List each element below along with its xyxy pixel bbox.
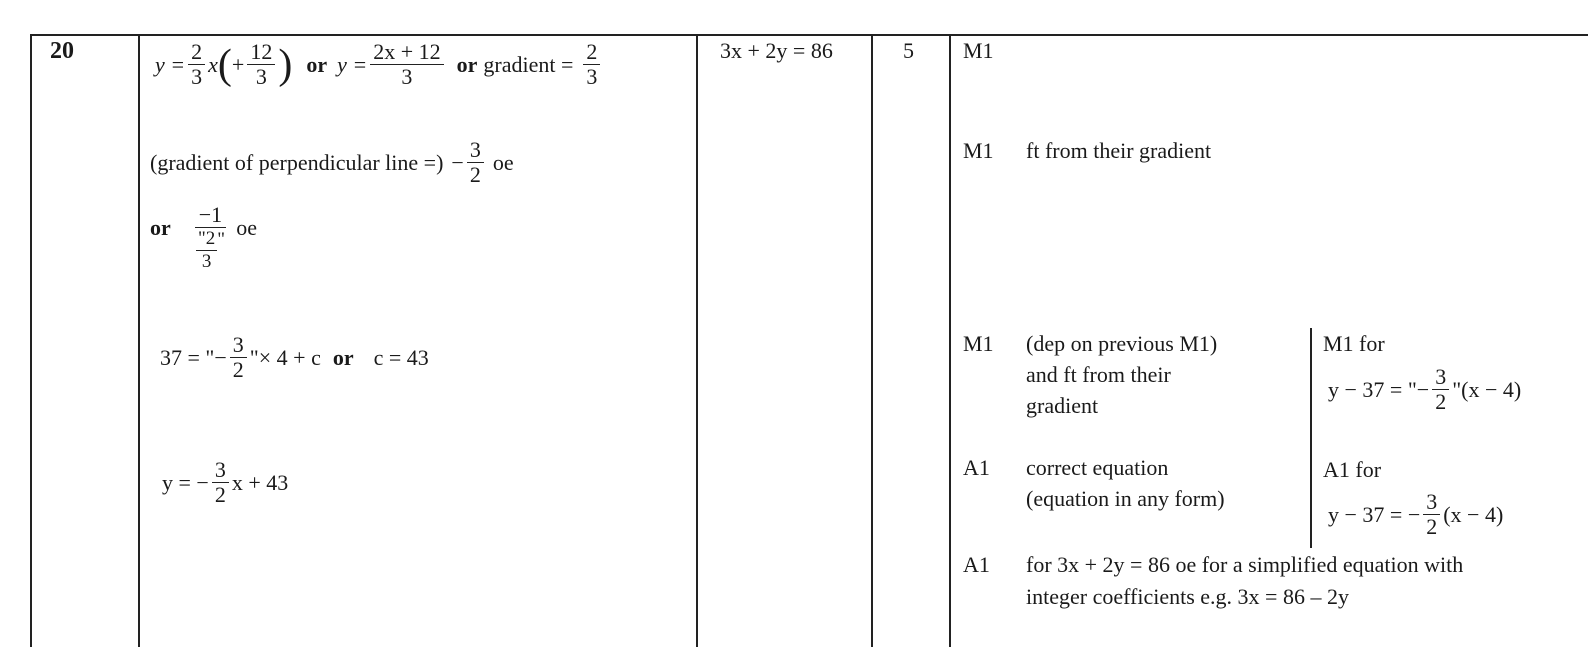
answer-text: 3x + 2y = 86 xyxy=(720,38,833,63)
marks-cell: 5 xyxy=(903,38,914,63)
notes-alt-divider xyxy=(1310,328,1312,548)
note-a1a-line1: correct equation xyxy=(1026,455,1169,480)
step3-or: or xyxy=(332,344,354,370)
note-m1a-mark: M1 xyxy=(963,38,994,63)
left-paren: ( xyxy=(217,41,232,88)
step2-frac xyxy=(467,138,484,187)
alt-den-den: 3 xyxy=(201,251,212,272)
frac-den: 2 xyxy=(1435,389,1447,414)
note-a1a-alt-eq xyxy=(1328,490,1503,539)
step1-or-1: or xyxy=(306,51,328,77)
alt-eq-lhs: y − 37 = "− xyxy=(1328,376,1430,402)
frac-den: 3 xyxy=(401,64,413,89)
alt-eq-rhs: (x − 4) xyxy=(1443,501,1504,527)
step1-frac-gradient xyxy=(583,40,600,89)
table-top-border xyxy=(30,34,1588,36)
frac-num: 3 xyxy=(1423,490,1440,515)
note-m1c-line1: (dep on previous M1) xyxy=(1026,331,1218,356)
table-left-border xyxy=(30,34,32,647)
working-step-2 xyxy=(150,138,514,187)
step1-y2: y = xyxy=(337,51,368,77)
working-step-1 xyxy=(155,40,603,89)
alt-frac-num: −1 xyxy=(195,203,226,228)
frac-num: 3 xyxy=(230,333,247,358)
note-a1b-mark: A1 xyxy=(963,552,990,577)
alt-eq-frac xyxy=(1423,490,1440,539)
frac-num: 3 xyxy=(467,138,484,163)
alt-eq-frac xyxy=(1432,365,1449,414)
step2-oe: oe xyxy=(492,149,514,175)
alt-eq-rhs: "(x − 4) xyxy=(1452,376,1522,402)
frac-den: 2 xyxy=(214,482,226,507)
step3-rhs: "× 4 + c xyxy=(249,344,321,370)
col-divider-4 xyxy=(949,34,951,647)
alt-frac-den xyxy=(196,228,225,273)
working-step-3 xyxy=(160,333,429,382)
step4-rhs: x + 43 xyxy=(231,469,289,495)
frac-den: 2 xyxy=(232,357,244,382)
col-divider-1 xyxy=(138,34,140,647)
note-a1b-line1: for 3x + 2y = 86 oe for a simplified equation with xyxy=(1026,552,1464,577)
step3-lhs: 37 = "− xyxy=(160,344,227,370)
step2-oe2: oe xyxy=(236,215,257,240)
step2-or: or xyxy=(150,215,171,240)
frac-num: 12 xyxy=(247,40,275,65)
col-divider-2 xyxy=(696,34,698,647)
working-step-2-alt xyxy=(150,203,257,273)
frac-den: 2 xyxy=(1426,514,1438,539)
note-a1a-alt-mark: A1 for xyxy=(1323,457,1382,482)
step1-plus: + xyxy=(231,51,245,77)
step1-x: x xyxy=(208,51,218,77)
step1-gradient-label: gradient = xyxy=(483,51,574,77)
alt-den-num: "2 xyxy=(197,228,216,249)
note-a1a-mark: A1 xyxy=(963,455,990,480)
note-m1c-alt-eq xyxy=(1328,365,1521,414)
frac-num: 3 xyxy=(212,458,229,483)
col-divider-3 xyxy=(871,34,873,647)
note-m1c-line3: gradient xyxy=(1026,393,1099,418)
note-m1c-line2: and ft from their xyxy=(1026,362,1171,387)
step3-c: c = 43 xyxy=(373,344,429,370)
step2-prefix: (gradient of perpendicular line =) xyxy=(150,149,444,175)
step1-y: y = xyxy=(155,51,186,77)
step1-frac-12-3 xyxy=(247,40,275,89)
step1-frac-2x12 xyxy=(370,40,443,89)
note-a1b-line2: integer coefficients e.g. 3x = 86 – 2y xyxy=(1026,584,1349,609)
step2-minus: − xyxy=(451,149,464,175)
note-m1b-mark: M1 xyxy=(963,138,994,163)
alt-den-quote: " xyxy=(217,229,225,250)
frac-den: 3 xyxy=(191,64,203,89)
step1-frac-2-3 xyxy=(188,40,205,89)
frac-num: 2 xyxy=(583,40,600,65)
frac-den: 3 xyxy=(255,64,267,89)
step4-frac xyxy=(212,458,229,507)
alt-eq-lhs: y − 37 = − xyxy=(1328,501,1421,527)
step2-alt-frac xyxy=(195,203,226,273)
frac-num: 2 xyxy=(188,40,205,65)
step3-frac xyxy=(230,333,247,382)
note-m1c-alt-mark: M1 for xyxy=(1323,331,1385,356)
question-number: 20 xyxy=(50,38,74,64)
working-step-4 xyxy=(162,458,288,507)
frac-den: 2 xyxy=(469,162,481,187)
frac-num: 3 xyxy=(1432,365,1449,390)
note-m1c-mark: M1 xyxy=(963,331,994,356)
frac-den: 3 xyxy=(586,64,598,89)
step4-lhs: y = − xyxy=(162,469,209,495)
step1-or-2: or xyxy=(456,51,478,77)
note-m1b-text: ft from their gradient xyxy=(1026,138,1212,163)
note-a1a-line2: (equation in any form) xyxy=(1026,486,1225,511)
frac-num: 2x + 12 xyxy=(370,40,443,65)
answer-cell xyxy=(720,38,833,64)
right-paren: ) xyxy=(278,41,293,88)
